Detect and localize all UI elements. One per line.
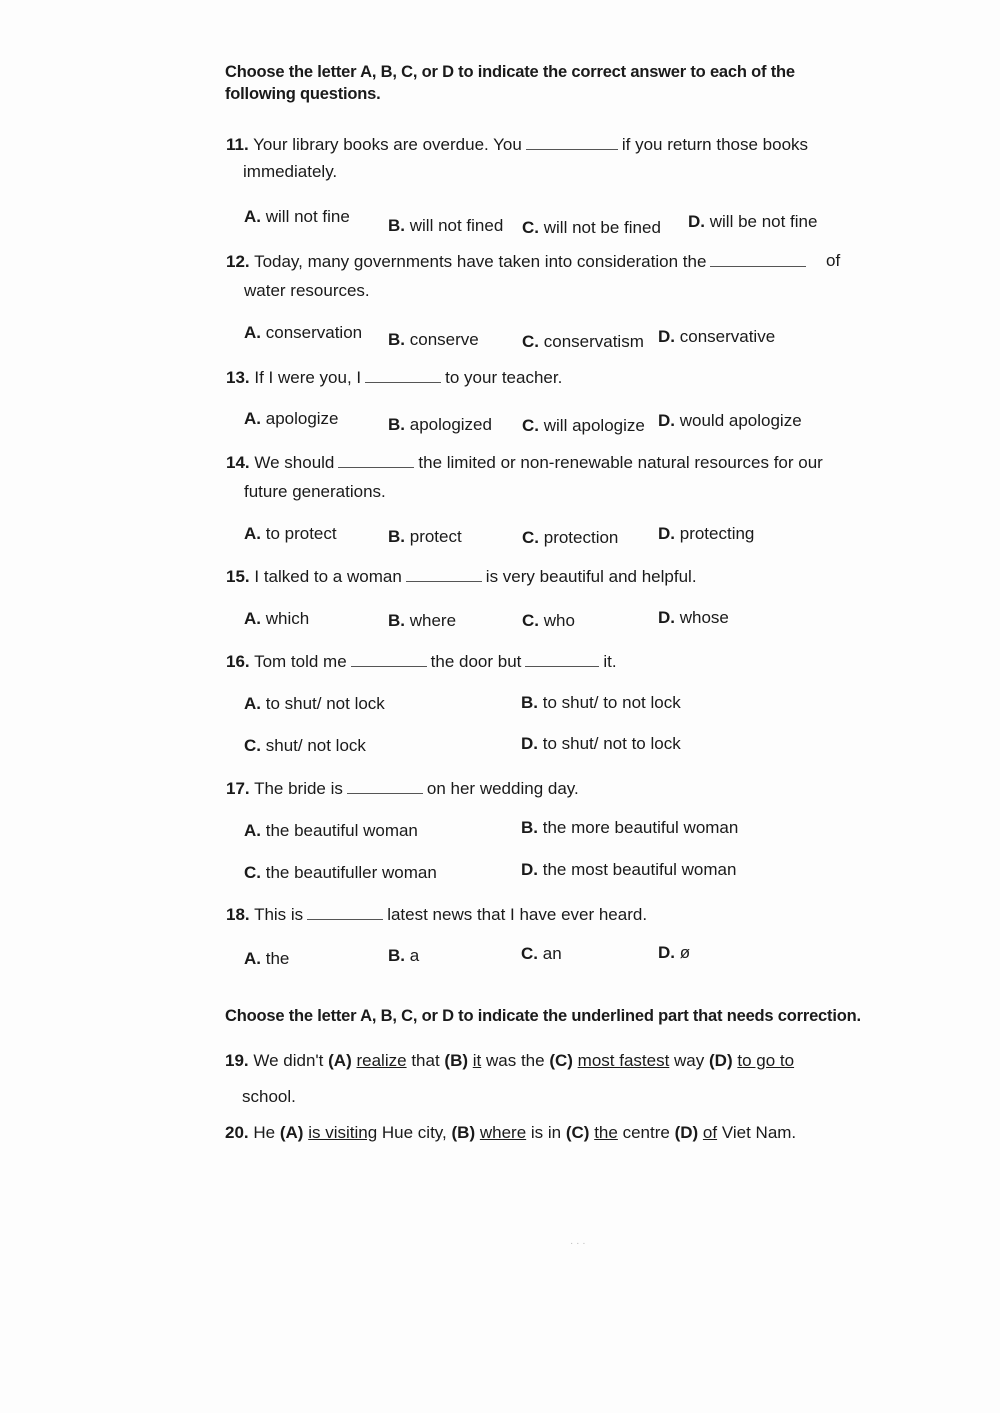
question-text: He [253, 1123, 276, 1142]
question-number: 15. [226, 567, 250, 586]
marker-b: (B) [451, 1123, 476, 1142]
option-text: will be not fine [709, 212, 818, 231]
option-text: to shut/ to not lock [542, 693, 681, 712]
option-b [388, 216, 503, 236]
section2-instruction: Choose the letter A, B, C, or D to indicate the underlined part that needs correction. [225, 1007, 861, 1025]
question-text: the door but [430, 652, 522, 671]
question-text: We didn't [253, 1051, 324, 1070]
answer-blank [365, 368, 441, 383]
answer-blank [351, 652, 427, 667]
option-text: protecting [679, 524, 755, 543]
question-number: 13. [226, 368, 250, 387]
option-text: conservative [679, 327, 776, 346]
marker-a: (A) [328, 1051, 352, 1070]
option-a [244, 694, 385, 714]
option-text: shut/ not lock [265, 736, 366, 755]
option-a [244, 207, 350, 227]
marker-d: (D) [674, 1123, 699, 1142]
question-text: Your library books are overdue. You [253, 135, 522, 154]
option-text: apologize [265, 409, 339, 428]
option-text: a [409, 946, 420, 965]
option-letter: B. [388, 611, 405, 630]
option-text: to shut/ not to lock [542, 734, 681, 753]
question-text: Tom told me [254, 652, 347, 671]
marker-d: (D) [709, 1051, 733, 1070]
answer-blank [406, 567, 482, 582]
option-a [244, 949, 289, 969]
option-text: apologized [409, 415, 492, 434]
option-text: conserve [409, 330, 479, 349]
underlined-part-d: to go to [737, 1051, 795, 1070]
question-19 [225, 1051, 794, 1071]
question-text: centre [622, 1123, 670, 1142]
question-text: on her wedding day. [426, 779, 579, 798]
question-number: 17. [226, 779, 250, 798]
option-c [522, 611, 575, 631]
question-text: if you return those books [621, 135, 809, 154]
option-text: ø [679, 943, 691, 962]
question-text: the limited or non-renewable natural resources for our [418, 453, 823, 472]
question-text: We should [254, 453, 335, 472]
question-text: to your teacher. [445, 368, 563, 387]
question-17 [226, 779, 579, 799]
option-d [688, 212, 817, 232]
question-text: Hue city, [381, 1123, 447, 1142]
question-20 [225, 1123, 796, 1143]
option-letter: A. [244, 609, 261, 628]
option-b [388, 611, 456, 631]
underlined-part-d: of [702, 1123, 718, 1142]
option-letter: C. [522, 528, 539, 547]
option-text: where [409, 611, 457, 630]
question-text: The bride is [254, 779, 343, 798]
option-text: to shut/ not lock [265, 694, 385, 713]
option-d [521, 734, 681, 754]
option-a [244, 609, 309, 629]
section1-instruction-line2: following questions. [225, 85, 381, 103]
option-c [522, 528, 618, 548]
underlined-part-c: most fastest [577, 1051, 670, 1070]
question-number: 16. [226, 652, 250, 671]
option-c [521, 944, 562, 964]
question-text: This is [254, 905, 304, 924]
option-text: conservatism [543, 332, 644, 351]
option-text: protect [409, 527, 462, 546]
question-number: 18. [226, 905, 250, 924]
option-letter: B. [388, 946, 405, 965]
question-text: that [411, 1051, 440, 1070]
underlined-part-c: the [594, 1123, 618, 1142]
option-text: which [265, 609, 310, 628]
option-letter: A. [244, 694, 261, 713]
option-text: the beautiful woman [265, 821, 418, 840]
option-letter: C. [522, 332, 539, 351]
option-letter: B. [521, 693, 538, 712]
question-number: 19. [225, 1051, 249, 1070]
question-text: Viet Nam. [721, 1123, 797, 1142]
option-letter: D. [658, 411, 675, 430]
option-text: protection [543, 528, 619, 547]
option-text: will not fine [265, 207, 350, 226]
option-letter: C. [521, 944, 538, 963]
option-letter: A. [244, 207, 261, 226]
answer-blank [710, 252, 806, 267]
answer-blank [526, 135, 618, 150]
option-text: the beautifuller woman [265, 863, 437, 882]
question-12 [226, 252, 810, 272]
option-d [658, 943, 690, 963]
option-text: the more beautiful woman [542, 818, 739, 837]
marker-c: (C) [549, 1051, 573, 1070]
option-c [522, 416, 645, 436]
question-14 [226, 453, 823, 473]
underlined-part-b: where [479, 1123, 527, 1142]
option-letter: D. [658, 943, 675, 962]
option-letter: C. [244, 736, 261, 755]
question-12-text-end: of [826, 251, 841, 270]
question-text: is very beautiful and helpful. [485, 567, 697, 586]
question-text: it. [603, 652, 617, 671]
question-11 [226, 135, 808, 155]
option-letter: A. [244, 524, 261, 543]
option-c [522, 332, 644, 352]
option-letter: C. [522, 416, 539, 435]
option-b [521, 693, 681, 713]
option-b [388, 946, 419, 966]
option-letter: B. [388, 216, 405, 235]
underlined-part-a: is visiting [308, 1123, 378, 1142]
option-text: whose [679, 608, 729, 627]
question-text: way [674, 1051, 705, 1070]
question-number: 11. [226, 135, 249, 154]
option-letter: B. [388, 415, 405, 434]
option-a [244, 409, 339, 429]
option-text: who [543, 611, 575, 630]
option-letter: A. [244, 323, 261, 342]
option-a [244, 524, 337, 544]
scan-speck: · · · [570, 1238, 586, 1249]
answer-blank [525, 652, 599, 667]
option-letter: C. [522, 218, 539, 237]
option-b [521, 818, 738, 838]
option-d [658, 411, 802, 431]
option-a [244, 821, 418, 841]
option-letter: D. [658, 524, 675, 543]
question-13 [226, 368, 562, 388]
option-d [658, 524, 754, 544]
question-text: latest news that I have ever heard. [387, 905, 648, 924]
option-letter: A. [244, 409, 261, 428]
option-b [388, 330, 479, 350]
option-text: conservation [265, 323, 363, 342]
question-number: 12. [226, 252, 250, 271]
option-letter: D. [688, 212, 705, 231]
question-text: Today, many governments have taken into consideration the [254, 252, 707, 271]
marker-b: (B) [444, 1051, 469, 1070]
question-number: 20. [225, 1123, 249, 1142]
option-letter: C. [244, 863, 261, 882]
answer-blank [347, 779, 423, 794]
option-c [522, 218, 661, 238]
section1-instruction-line1: Choose the letter A, B, C, or D to indicate the correct answer to each of the [225, 63, 795, 81]
option-text: will not be fined [543, 218, 661, 237]
option-letter: A. [244, 821, 261, 840]
option-letter: D. [521, 860, 538, 879]
marker-c: (C) [565, 1123, 590, 1142]
answer-blank [338, 453, 414, 468]
option-letter: D. [658, 327, 675, 346]
option-d [658, 327, 775, 347]
option-b [388, 527, 462, 547]
underlined-part-a: realize [356, 1051, 407, 1070]
option-b [388, 415, 492, 435]
option-a [244, 323, 362, 343]
option-letter: B. [521, 818, 538, 837]
option-c [244, 736, 366, 756]
option-letter: B. [388, 527, 405, 546]
question-18 [226, 905, 647, 925]
option-text: the [265, 949, 290, 968]
question-text: I talked to a woman [254, 567, 402, 586]
marker-a: (A) [279, 1123, 304, 1142]
option-d [658, 608, 729, 628]
question-19-continued: school. [242, 1087, 296, 1106]
option-d [521, 860, 736, 880]
question-16 [226, 652, 617, 672]
option-text: will not fined [409, 216, 504, 235]
option-c [244, 863, 437, 883]
question-15 [226, 567, 697, 587]
option-text: the most beautiful woman [542, 860, 737, 879]
question-text: was the [485, 1051, 545, 1070]
option-letter: C. [522, 611, 539, 630]
answer-blank [307, 905, 383, 920]
option-text: would apologize [679, 411, 802, 430]
question-number: 14. [226, 453, 250, 472]
option-letter: B. [388, 330, 405, 349]
question-11-continued: immediately. [243, 162, 338, 181]
option-letter: D. [521, 734, 538, 753]
option-text: an [542, 944, 562, 963]
question-text: is in [530, 1123, 562, 1142]
option-text: to protect [265, 524, 337, 543]
question-12-continued: water resources. [244, 281, 370, 300]
option-letter: D. [658, 608, 675, 627]
underlined-part-b: it [472, 1051, 482, 1070]
question-14-continued: future generations. [244, 482, 386, 501]
question-text: If I were you, I [254, 368, 362, 387]
option-text: will apologize [543, 416, 645, 435]
option-letter: A. [244, 949, 261, 968]
